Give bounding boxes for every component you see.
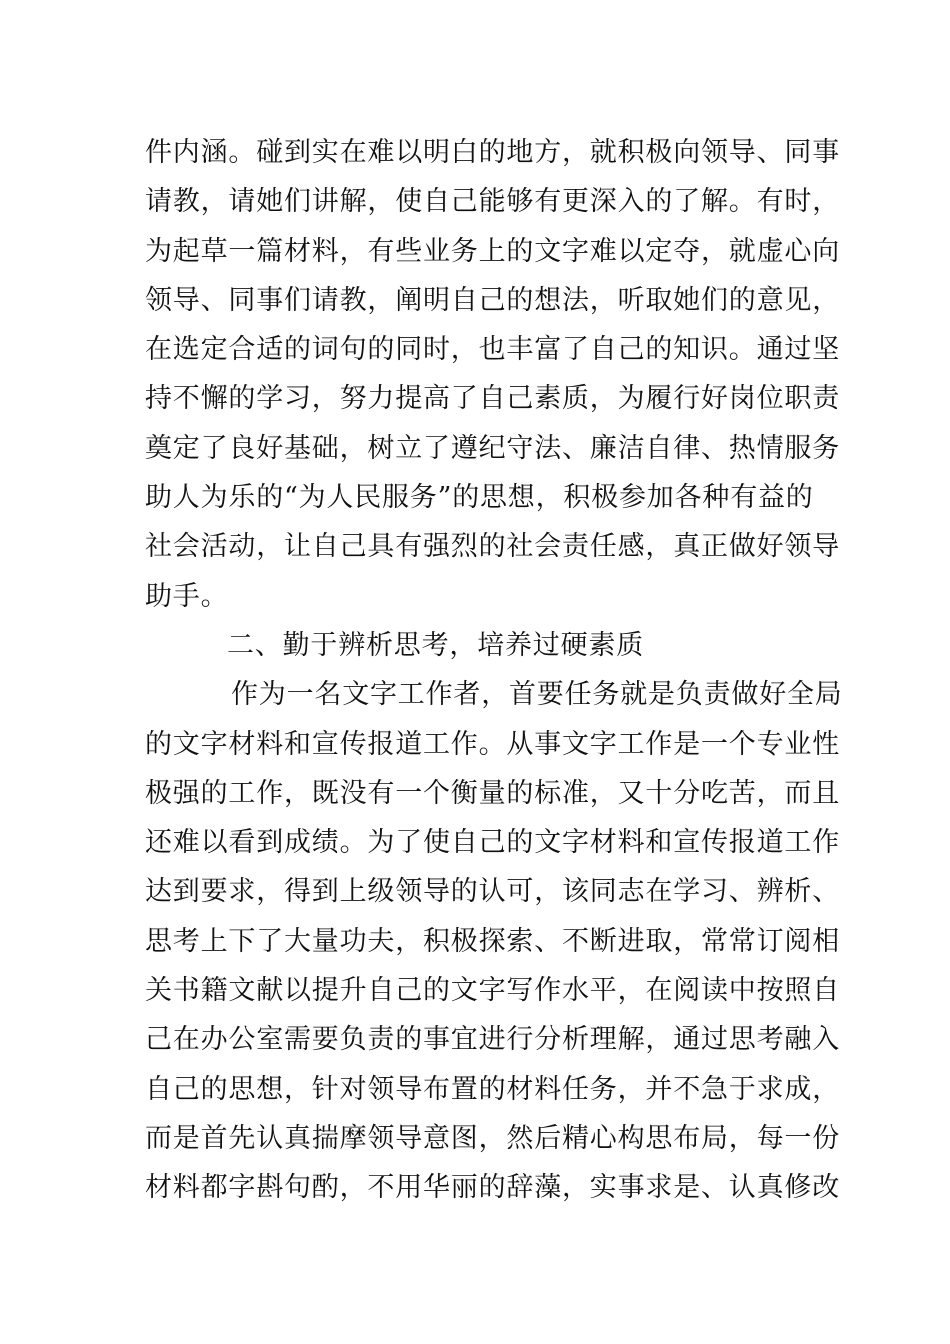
text-line: 奠定了良好基础，树立了遵纪守法、廉洁自律、热情服务 <box>145 432 840 464</box>
text-line: 己在办公室需要负责的事宜进行分析理解，通过思考融入 <box>145 1024 840 1056</box>
text-line: 极强的工作，既没有一个衡量的标准，又十分吃苦，而且 <box>145 777 840 809</box>
text-line: 材料都字斟句酌，不用华丽的辞藻，实事求是、认真修改 <box>145 1172 840 1204</box>
text-line: 助手。 <box>145 580 229 612</box>
text-line: 在选定合适的词句的同时，也丰富了自己的知识。通过坚 <box>145 334 840 366</box>
document-body <box>145 128 843 1213</box>
text-line: 达到要求，得到上级领导的认可，该同志在学习、辨析、 <box>145 876 840 908</box>
text-line: 助人为乐的“为人民服务”的思想，积极参加各种有益的 <box>145 482 814 514</box>
text-line: 关书籍文献以提升自己的文字写作水平，在阅读中按照自 <box>145 975 840 1007</box>
text-line: 请教，请她们讲解，使自己能够有更深入的了解。有时， <box>145 186 840 218</box>
section-heading: 二、勤于辨析思考，培养过硬素质 <box>227 629 644 661</box>
text-line: 还难以看到成绩。为了使自己的文字材料和宣传报道工作 <box>145 827 840 859</box>
text-line: 的文字材料和宣传报道工作。从事文字工作是一个专业性 <box>145 728 840 760</box>
text-line: 领导、同事们请教，阐明自己的想法，听取她们的意见， <box>145 284 840 316</box>
text-line: 社会活动，让自己具有强烈的社会责任感，真正做好领导 <box>145 531 840 563</box>
text-line: 而是首先认真揣摩领导意图，然后精心构思布局，每一份 <box>145 1122 840 1154</box>
text-line: 思考上下了大量功夫，积极探索、不断进取，常常订阅相 <box>145 925 840 957</box>
text-line: 为起草一篇材料，有些业务上的文字难以定夺，就虚心向 <box>145 235 840 267</box>
paragraph-first-line: 作为一名文字工作者，首要任务就是负责做好全局 <box>231 679 843 711</box>
text-line: 自己的思想，针对领导布置的材料任务，并不急于求成， <box>145 1073 840 1105</box>
text-line: 持不懈的学习，努力提高了自己素质，为履行好岗位职责 <box>145 383 840 415</box>
text-line: 件内涵。碰到实在难以明白的地方，就积极向领导、同事 <box>145 137 840 168</box>
